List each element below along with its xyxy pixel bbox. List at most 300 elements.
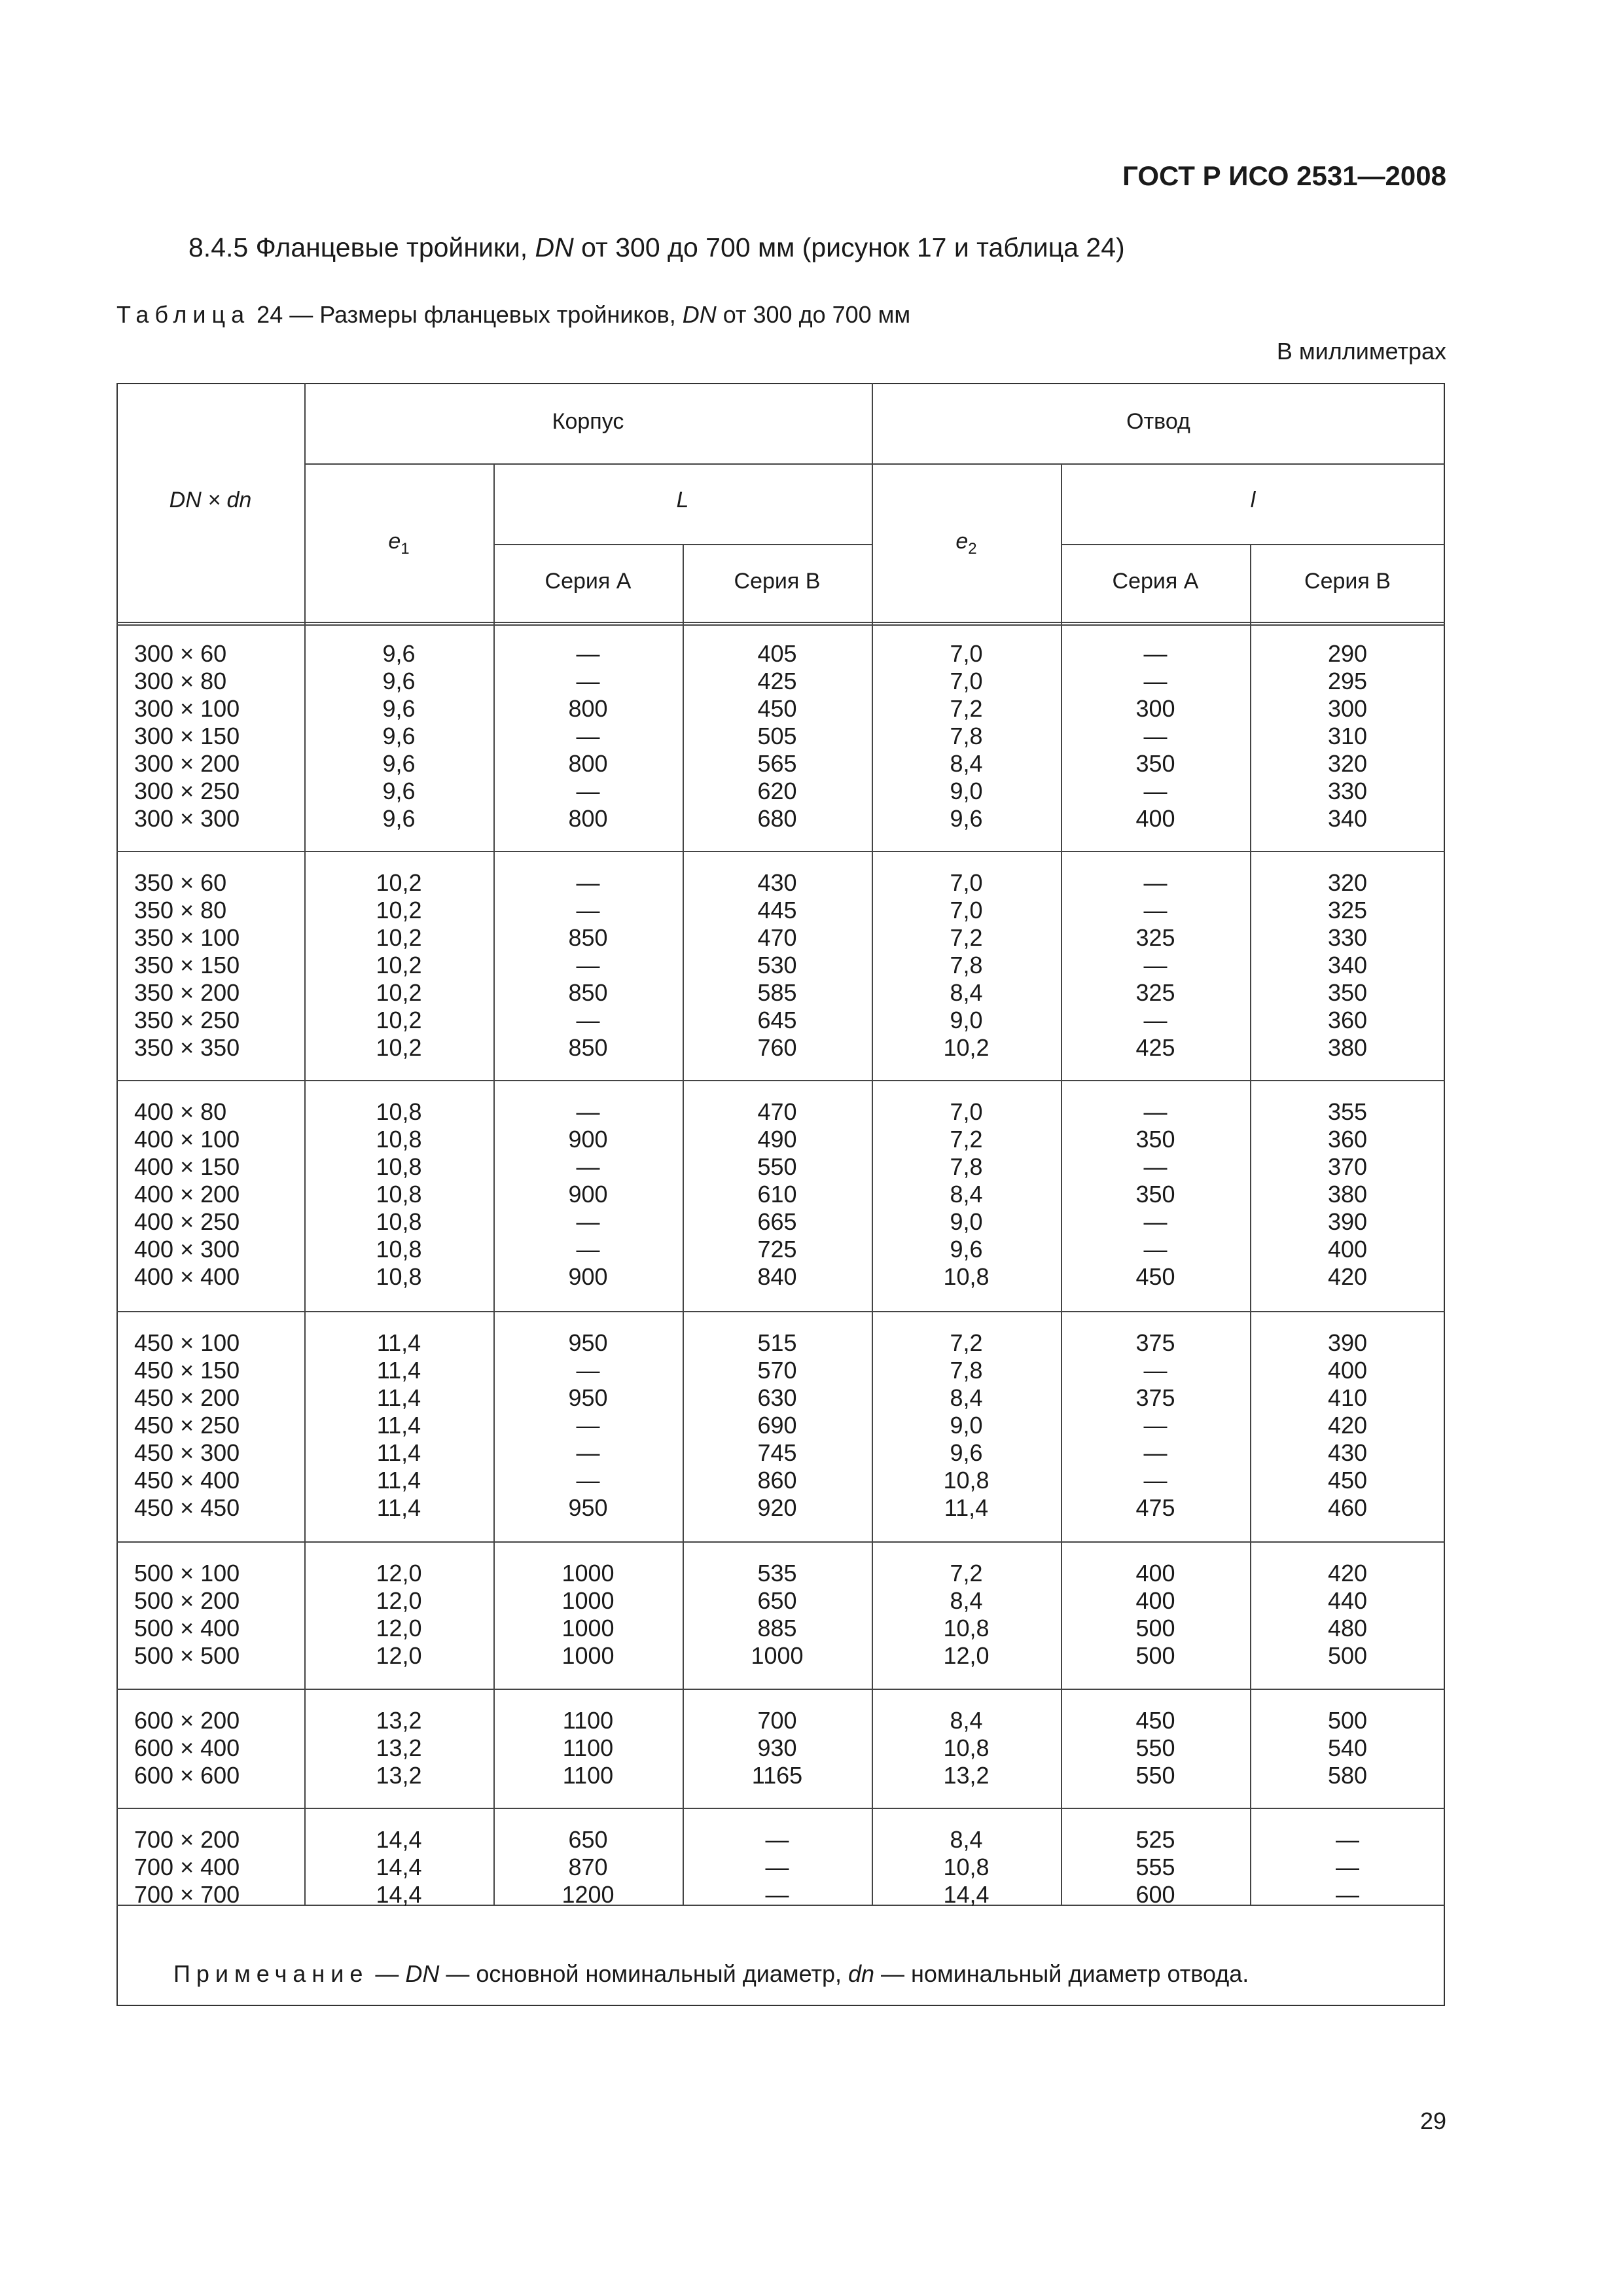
dn-cell: 400 × 300 [134,1236,240,1263]
l-series-b-cell: — [765,1881,789,1908]
e2-cell: 7,8 [950,952,983,978]
branch-l-series-b-cell: 420 [1327,1412,1368,1439]
note-dash: — [368,1960,406,1987]
e1-cell: 10,2 [376,924,422,951]
header-e1 [304,529,493,558]
l-series-b-cell: — [765,1854,789,1880]
table-column-L-a [493,1560,683,1670]
branch-l-series-b-cell: 480 [1327,1615,1368,1641]
l-series-a-cell: — [576,1208,600,1235]
e2-cell: 8,4 [950,1384,983,1411]
dn-cell: 300 × 300 [134,805,240,832]
branch-l-series-b-cell: 340 [1327,952,1368,978]
table-column-L-a [493,640,683,833]
table-rule [304,463,1445,465]
branch-l-series-b-cell: 330 [1327,924,1368,951]
branch-l-series-a-cell: — [1143,1153,1168,1180]
table-header-divider [116,622,1445,626]
branch-l-series-b-cell: 450 [1327,1467,1368,1494]
branch-l-series-a-cell: — [1143,869,1168,896]
branch-l-series-b-cell: 390 [1327,1208,1368,1235]
branch-l-series-a-cell: 550 [1135,1734,1175,1761]
dn-cell: 350 × 250 [134,1007,240,1033]
branch-l-series-b-cell: 320 [1327,869,1368,896]
l-series-b-cell: 680 [757,805,797,832]
e2-cell: 12,0 [943,1642,990,1669]
branch-l-series-a-cell: — [1143,1236,1168,1263]
l-series-a-cell: — [576,1412,600,1439]
e2-cell: 9,0 [950,1007,983,1033]
table-rule [116,1311,1445,1312]
table-column-l-a [1061,869,1250,1062]
branch-l-series-a-cell: — [1143,952,1168,978]
dn-cell: 500 × 500 [134,1642,240,1669]
table-caption-dn: DN [682,301,717,328]
table-column-e1 [304,1560,493,1670]
table-column-l-b [1250,1707,1445,1789]
table-column-l-b [1250,1098,1445,1291]
dn-cell: 450 × 450 [134,1494,240,1521]
l-series-a-cell: 870 [568,1854,608,1880]
e2-cell: 9,6 [950,1439,983,1466]
branch-l-series-b-cell: 360 [1327,1007,1368,1033]
table-column-dn [134,1098,298,1291]
branch-l-series-b-cell: — [1336,1826,1359,1853]
table-column-dn [134,640,298,833]
e1-cell: 12,0 [376,1560,422,1587]
branch-l-series-a-cell: 375 [1135,1329,1175,1356]
section-text-before: Фланцевые тройники, [255,232,528,262]
header-L: L [676,488,689,512]
e1-cell: 10,2 [376,979,422,1006]
dn-cell: 400 × 400 [134,1263,240,1290]
table-column-e2 [872,1560,1061,1670]
l-series-a-cell: 1000 [562,1615,615,1641]
e2-cell: 7,8 [950,1153,983,1180]
table-column-L-b [683,1707,872,1789]
l-series-b-cell: 505 [757,723,797,749]
branch-l-series-a-cell: — [1143,1357,1168,1384]
branch-l-series-b-cell: 325 [1327,897,1368,924]
table-column-L-b [683,1560,872,1670]
l-series-b-cell: 450 [757,695,797,722]
l-series-a-cell: 850 [568,979,608,1006]
dn-cell: 450 × 200 [134,1384,240,1411]
e2-cell: 7,2 [950,695,983,722]
branch-l-series-b-cell: 370 [1327,1153,1368,1180]
branch-l-series-b-cell: 440 [1327,1587,1368,1614]
l-series-a-cell: 900 [568,1126,608,1153]
header-l: l [1250,488,1256,512]
table-column-e2 [872,1826,1061,1909]
l-series-a-cell: 950 [568,1494,608,1521]
l-series-b-cell: 745 [757,1439,797,1466]
l-series-b-cell: 840 [757,1263,797,1290]
branch-l-series-b-cell: 340 [1327,805,1368,832]
table-column-dn [134,1826,298,1909]
table-column-e1 [304,1098,493,1291]
l-series-b-cell: 430 [757,869,797,896]
e2-cell: 7,2 [950,1126,983,1153]
branch-l-series-a-cell: — [1143,1007,1168,1033]
e2-cell: 10,2 [943,1034,990,1061]
e2-cell: 10,8 [943,1263,990,1290]
e1-cell: 13,2 [376,1707,422,1734]
l-series-a-cell: — [576,1153,600,1180]
table-column-e2 [872,1707,1061,1789]
e2-cell: 10,8 [943,1854,990,1880]
e2-cell: 7,0 [950,869,983,896]
header-series-b-branch: Серия В [1304,569,1391,594]
table-rule [116,851,1445,852]
dn-cell: 300 × 80 [134,668,227,694]
e2-cell: 10,8 [943,1615,990,1641]
l-series-b-cell: 405 [757,640,797,667]
dn-cell: 300 × 150 [134,723,240,749]
e1-cell: 11,4 [376,1439,421,1466]
branch-l-series-a-cell: 525 [1135,1826,1175,1853]
dn-cell: 400 × 80 [134,1098,227,1125]
branch-l-series-b-cell: 295 [1327,668,1368,694]
table-column-l-b [1250,1560,1445,1670]
dn-cell: 400 × 250 [134,1208,240,1235]
table-column-l-a [1061,1707,1250,1789]
l-series-a-cell: 950 [568,1329,608,1356]
header-dn-x-dn: DN × dn [169,488,252,512]
l-series-a-cell: — [576,1439,600,1466]
table-column-e1 [304,1329,493,1522]
branch-l-series-a-cell: 400 [1135,1587,1175,1614]
branch-l-series-a-cell: 400 [1135,805,1175,832]
dn-cell: 700 × 200 [134,1826,240,1853]
l-series-b-cell: 630 [757,1384,797,1411]
branch-l-series-a-cell: 450 [1135,1263,1175,1290]
branch-l-series-a-cell: 550 [1135,1762,1175,1789]
branch-l-series-a-cell: 450 [1135,1707,1175,1734]
section-text-after: от 300 до 700 мм (рисунок 17 и таблица 24) [581,232,1125,262]
e2-cell: 10,8 [943,1734,990,1761]
branch-l-series-a-cell: 375 [1135,1384,1175,1411]
header-e1-symbol: e [388,529,401,554]
branch-l-series-a-cell: — [1143,668,1168,694]
l-series-b-cell: 920 [757,1494,797,1521]
l-series-b-cell: 760 [757,1034,797,1061]
dn-cell: 350 × 100 [134,924,240,951]
table-column-e1 [304,1707,493,1789]
branch-l-series-b-cell: 420 [1327,1560,1368,1587]
branch-l-series-b-cell: 350 [1327,979,1368,1006]
table-column-l-b [1250,869,1445,1062]
e1-cell: 11,4 [376,1494,421,1521]
branch-l-series-a-cell: 425 [1135,1034,1175,1061]
e1-cell: 12,0 [376,1587,422,1614]
l-series-a-cell: — [576,869,600,896]
branch-l-series-b-cell: 380 [1327,1034,1368,1061]
e1-cell: 9,6 [382,723,416,749]
l-series-b-cell: 1165 [751,1762,803,1789]
dn-cell: 700 × 700 [134,1881,240,1908]
l-series-a-cell: 650 [568,1826,608,1853]
e1-cell: 10,8 [376,1126,422,1153]
branch-l-series-a-cell: 350 [1135,1181,1175,1208]
note-text-2: — номинальный диаметр отвода. [874,1960,1249,1987]
l-series-b-cell: 885 [757,1615,797,1641]
branch-l-series-a-cell: — [1143,1439,1168,1466]
l-series-a-cell: 900 [568,1263,608,1290]
l-series-b-cell: 570 [757,1357,797,1384]
branch-l-series-a-cell: 325 [1135,979,1175,1006]
header-e2 [872,529,1061,558]
header-e1-subscript: 1 [401,540,410,558]
table-column-L-a [493,869,683,1062]
e2-cell: 9,0 [950,1412,983,1439]
l-series-a-cell: — [576,1098,600,1125]
l-series-b-cell: 690 [757,1412,797,1439]
table-rule [493,544,872,545]
dn-cell: 500 × 200 [134,1587,240,1614]
branch-l-series-a-cell: — [1143,723,1168,749]
section-title [188,232,1125,263]
table-column-L-a [493,1826,683,1909]
header-body: Корпус [552,409,624,434]
e1-cell: 9,6 [382,750,416,777]
l-series-a-cell: 1100 [562,1762,614,1789]
e1-cell: 11,4 [376,1329,421,1356]
l-series-b-cell: 550 [757,1153,797,1180]
note-dn: DN [405,1960,440,1987]
dn-cell: 400 × 100 [134,1126,240,1153]
branch-l-series-b-cell: 500 [1327,1642,1368,1669]
branch-l-series-a-cell: — [1143,1098,1168,1125]
l-series-a-cell: 1000 [562,1642,615,1669]
branch-l-series-a-cell: — [1143,897,1168,924]
e1-cell: 10,2 [376,1007,422,1033]
l-series-a-cell: 800 [568,695,608,722]
e2-cell: 14,4 [943,1881,990,1908]
table-column-L-a [493,1098,683,1291]
branch-l-series-b-cell: 290 [1327,640,1368,667]
dn-cell: 350 × 60 [134,869,227,896]
e1-cell: 14,4 [376,1881,422,1908]
l-series-a-cell: 1200 [562,1881,615,1908]
table-column-L-b [683,1826,872,1909]
table-rule [116,1808,1445,1809]
table-rule [116,1689,1445,1690]
table-column-e2 [872,1329,1061,1522]
e2-cell: 7,2 [950,924,983,951]
e1-cell: 9,6 [382,640,416,667]
e1-cell: 10,8 [376,1098,422,1125]
e1-cell: 9,6 [382,805,416,832]
branch-l-series-b-cell: 360 [1327,1126,1368,1153]
e2-cell: 7,0 [950,1098,983,1125]
e1-cell: 10,2 [376,897,422,924]
dn-cell: 600 × 400 [134,1734,240,1761]
table-column-e2 [872,640,1061,833]
e2-cell: 8,4 [950,1587,983,1614]
l-series-b-cell: 1000 [751,1642,804,1669]
table-column-L-b [683,640,872,833]
table-column-l-b [1250,640,1445,833]
e1-cell: 13,2 [376,1734,422,1761]
e1-cell: 11,4 [376,1384,421,1411]
e1-cell: 14,4 [376,1826,422,1853]
dn-cell: 450 × 250 [134,1412,240,1439]
e1-cell: 10,2 [376,952,422,978]
l-series-a-cell: 800 [568,805,608,832]
dn-cell: 450 × 100 [134,1329,240,1356]
table-column-e2 [872,1098,1061,1291]
branch-l-series-a-cell: — [1143,1467,1168,1494]
e2-cell: 11,4 [944,1494,989,1521]
l-series-a-cell: 900 [568,1181,608,1208]
table-column-l-a [1061,1098,1250,1291]
e1-cell: 11,4 [376,1467,421,1494]
branch-l-series-b-cell: 420 [1327,1263,1368,1290]
e1-cell: 9,6 [382,695,416,722]
branch-l-series-b-cell: 500 [1327,1707,1368,1734]
l-series-b-cell: 535 [757,1560,797,1587]
e2-cell: 9,6 [950,805,983,832]
header-e2-subscript: 2 [968,540,977,558]
branch-l-series-b-cell: 300 [1327,695,1368,722]
l-series-b-cell: 610 [757,1181,797,1208]
table-column-L-b [683,1098,872,1291]
branch-l-series-a-cell: 555 [1135,1854,1175,1880]
e2-cell: 8,4 [950,1181,983,1208]
e1-cell: 10,8 [376,1181,422,1208]
page-number: 29 [1419,2108,1446,2134]
e1-cell: 10,8 [376,1263,422,1290]
e1-cell: 13,2 [376,1762,422,1789]
branch-l-series-b-cell: 380 [1327,1181,1368,1208]
l-series-b-cell: 515 [757,1329,797,1356]
l-series-b-cell: 650 [757,1587,797,1614]
e2-cell: 7,8 [950,723,983,749]
dn-cell: 400 × 200 [134,1181,240,1208]
branch-l-series-b-cell: 320 [1327,750,1368,777]
l-series-a-cell: — [576,1007,600,1033]
l-series-b-cell: 425 [757,668,797,694]
l-series-a-cell: 1100 [562,1707,614,1734]
dn-cell: 350 × 80 [134,897,227,924]
l-series-b-cell: 530 [757,952,797,978]
branch-l-series-a-cell: — [1143,1412,1168,1439]
branch-l-series-b-cell: 410 [1327,1384,1368,1411]
dn-cell: 350 × 350 [134,1034,240,1061]
branch-l-series-a-cell: 600 [1135,1881,1175,1908]
branch-l-series-b-cell: 580 [1327,1762,1368,1789]
l-series-b-cell: 470 [757,924,797,951]
branch-l-series-b-cell: 310 [1327,723,1368,749]
e1-cell: 10,2 [376,869,422,896]
e1-cell: 10,8 [376,1153,422,1180]
l-series-a-cell: 850 [568,924,608,951]
dn-cell: 300 × 60 [134,640,227,667]
l-series-b-cell: 445 [757,897,797,924]
table-column-e1 [304,1826,493,1909]
l-series-a-cell: — [576,1467,600,1494]
l-series-b-cell: 665 [757,1208,797,1235]
e2-cell: 10,8 [943,1467,990,1494]
header-series-a-branch: Серия А [1112,569,1199,594]
branch-l-series-b-cell: 430 [1327,1439,1368,1466]
l-series-b-cell: 725 [757,1236,797,1263]
l-series-a-cell: — [576,897,600,924]
branch-l-series-b-cell: 400 [1327,1236,1368,1263]
l-series-a-cell: 1000 [562,1560,615,1587]
dn-cell: 450 × 400 [134,1467,240,1494]
table-column-L-b [683,869,872,1062]
table-column-e2 [872,869,1061,1062]
e2-cell: 7,0 [950,897,983,924]
e2-cell: 7,2 [950,1329,983,1356]
branch-l-series-a-cell: 325 [1135,924,1175,951]
e2-cell: 8,4 [950,1707,983,1734]
note-label: Примечание [173,1960,369,1987]
e1-cell: 10,8 [376,1208,422,1235]
l-series-a-cell: — [576,668,600,694]
dn-cell: 600 × 200 [134,1707,240,1734]
l-series-a-cell: — [576,723,600,749]
dn-cell: 450 × 300 [134,1439,240,1466]
branch-l-series-a-cell: — [1143,640,1168,667]
table-column-L-a [493,1329,683,1522]
l-series-b-cell: 930 [757,1734,797,1761]
table-column-dn [134,1707,298,1789]
branch-l-series-b-cell: — [1336,1854,1359,1880]
table-column-L-a [493,1707,683,1789]
dn-cell: 350 × 200 [134,979,240,1006]
l-series-a-cell: 950 [568,1384,608,1411]
header-branch: Отвод [1126,409,1190,434]
e1-cell: 10,2 [376,1034,422,1061]
dn-cell: 500 × 400 [134,1615,240,1641]
l-series-b-cell: — [765,1826,789,1853]
e2-cell: 7,0 [950,640,983,667]
l-series-b-cell: 565 [757,750,797,777]
dn-cell: 700 × 400 [134,1854,240,1880]
l-series-a-cell: — [576,640,600,667]
e1-cell: 12,0 [376,1615,422,1641]
branch-l-series-b-cell: — [1336,1881,1359,1908]
branch-l-series-b-cell: 540 [1327,1734,1368,1761]
branch-l-series-a-cell: 500 [1135,1615,1175,1641]
table-note [173,1960,1249,1988]
note-dn-small: dn [847,1960,875,1987]
document-standard-header: ГОСТ Р ИСО 2531—2008 [1122,160,1446,191]
dn-cell: 350 × 150 [134,952,240,978]
l-series-a-cell: 1100 [562,1734,614,1761]
dn-cell: 400 × 150 [134,1153,240,1180]
branch-l-series-b-cell: 460 [1327,1494,1368,1521]
l-series-b-cell: 585 [757,979,797,1006]
table-column-l-b [1250,1329,1445,1522]
l-series-b-cell: 620 [757,778,797,804]
table-column-l-a [1061,640,1250,833]
header-series-a-body: Серия А [544,569,632,594]
dn-cell: 300 × 200 [134,750,240,777]
l-series-a-cell: 1000 [562,1587,615,1614]
e2-cell: 9,0 [950,778,983,804]
dn-cell: 300 × 100 [134,695,240,722]
branch-l-series-a-cell: — [1143,778,1168,804]
table-caption [116,301,910,329]
table-column-dn [134,869,298,1062]
table-rule [116,1080,1445,1081]
table-rule [1061,544,1445,545]
table-column-dn [134,1329,298,1522]
